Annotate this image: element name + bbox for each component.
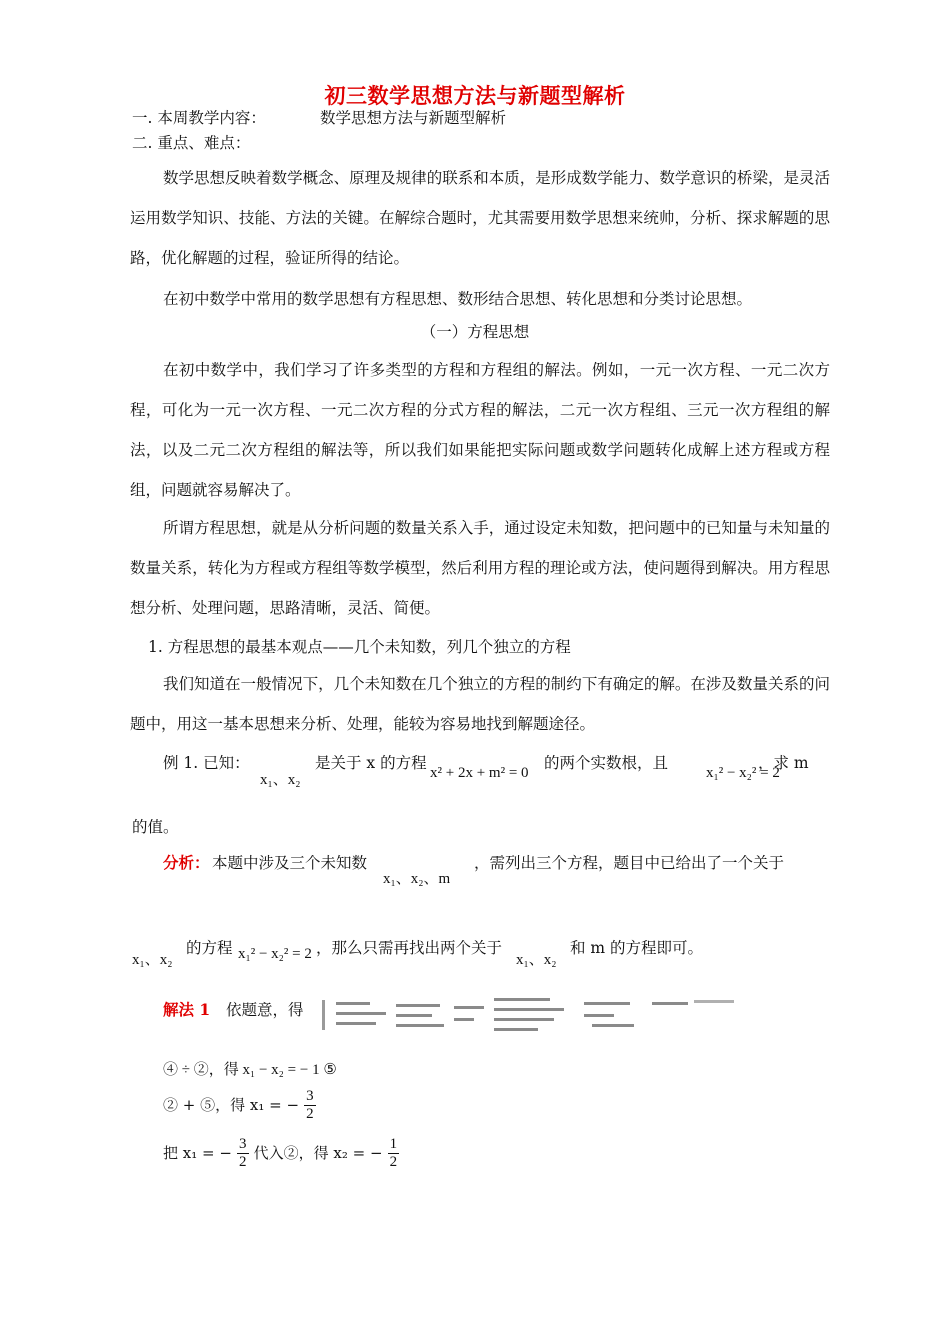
heading-equation-idea: （一）方程思想 [420, 323, 530, 341]
analysis-vars-2: x₁、x₂ [516, 952, 557, 968]
example1-mid2: 的两个实数根，且 [544, 754, 669, 772]
equation-paragraph-1: 在初中数学中，我们学习了许多类型的方程和方程组的解法。例如，一元一次方程、一元二次方程，可化为一元一次方程、一元二次方程的分式方程的解法，二元一次方程组、三元一次方程组的解法，以及二元二次方程组的解法等，所以我们如果能把实际问题或数学问题转化成解上述方程或方程组，问题就容易解决了。 [130, 361, 830, 499]
solution1-step1: ④ ÷ ②，得 x₁ − x₂ = − 1 ⑤ [163, 1062, 337, 1078]
equation-system-image [322, 996, 742, 1034]
example1-prefix: 例 1. 已知： [163, 754, 250, 772]
solution1-step3-mid: 代入②，得 x₂ = − [253, 1144, 383, 1162]
example1-mid: 是关于 x 的方程 [315, 754, 427, 772]
analysis-unknowns: x₁、x₂、m [383, 871, 451, 887]
common-ideas-paragraph: 在初中数学中常用的数学思想有方程思想、数形结合思想、转化思想和分类讨论思想。 [163, 290, 753, 308]
analysis-text-2: ，需列出三个方程，题目中已给出了一个关于 [474, 854, 785, 872]
section2-label: 二. 重点、难点： [132, 134, 251, 152]
fraction-one-half [388, 1136, 400, 1171]
example1-vars: x₁、x₂ [260, 772, 301, 788]
example1-condition: x₁² − x₂² = 2 [706, 765, 780, 781]
fraction-denominator: 2 [306, 1106, 314, 1122]
fraction-three-halves [304, 1088, 316, 1123]
solution1-text: 依题意，得 [226, 1001, 304, 1019]
solution1-step3 [163, 1136, 399, 1171]
analysis-text-3: 的方程 [186, 939, 233, 957]
example1-tail: 的值。 [132, 818, 179, 836]
fraction-denominator: 2 [389, 1154, 398, 1170]
solution1-step3-prefix: 把 x₁ = − [163, 1144, 232, 1162]
analysis-equation: x₁² − x₂² = 2 [238, 946, 312, 962]
fraction-numerator: 3 [306, 1088, 314, 1104]
solution1-step2-text: ② + ⑤，得 x₁ = − [163, 1096, 300, 1114]
fraction-numerator: 1 [389, 1136, 398, 1152]
section1-value: 数学思想方法与新题型解析 [320, 109, 507, 127]
intro-paragraph: 数学思想反映着数学概念、原理及规律的联系和本质，是形成数学能力、数学意识的桥梁，是灵活运用数学知识、技能、方法的关键。在解综合题时，尤其需要用数学思想来统帅，分析、探求解题的思路，优化解题的过程，验证所得的结论。 [130, 169, 830, 267]
point1-paragraph: 我们知道在一般情况下，几个未知数在几个独立的方程的制约下有确定的解。在涉及数量关系的问题中，用这一基本思想来分析、处理，能较为容易地找到解题途径。 [130, 675, 830, 733]
example1-equation: x² + 2x + m² = 0 [430, 765, 529, 781]
point1-heading: 1. 方程思想的最基本观点——几个未知数，列几个独立的方程 [148, 638, 571, 656]
solution1-step2 [163, 1088, 316, 1123]
analysis-text-1: 本题中涉及三个未知数 [212, 854, 368, 872]
fraction-numerator: 3 [239, 1136, 247, 1152]
analysis-text-5: 和 m 的方程即可。 [570, 939, 704, 957]
fraction-three-halves-2 [237, 1136, 249, 1171]
page-title: 初三数学思想方法与新题型解析 [324, 83, 626, 108]
solution1-label: 解法 1 [163, 1000, 211, 1019]
analysis-label: 分析： [163, 853, 210, 872]
equation-paragraph-2: 所谓方程思想，就是从分析问题的数量关系入手，通过设定未知数，把问题中的已知量与未知量的数量关系，转化为方程或方程组等数学模型，然后利用方程的理论或方法，使问题得到解决。用方程思想分析、处理问题，思路清晰，灵活、简便。 [130, 519, 830, 617]
analysis-vars: x₁、x₂ [132, 952, 173, 968]
section1-label: 一. 本周教学内容： [132, 109, 266, 127]
example1-suffix: ，求 m [758, 754, 809, 772]
analysis-text-4: ，那么只需再找出两个关于 [316, 939, 503, 957]
fraction-denominator: 2 [239, 1154, 247, 1170]
